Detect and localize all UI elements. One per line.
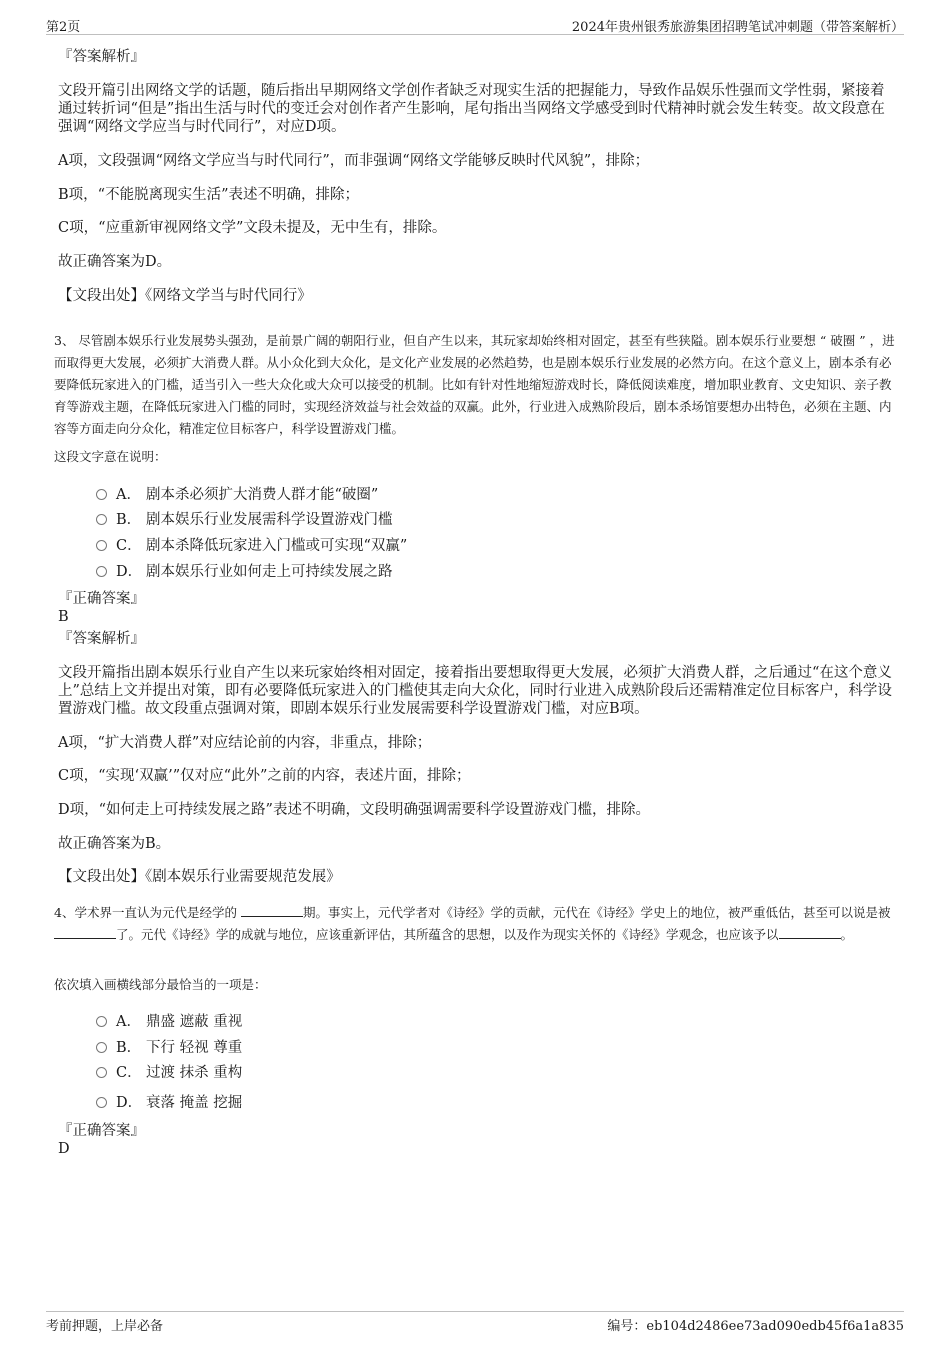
q3-analysis-label: 『答案解析』: [58, 631, 145, 647]
q2-note-a: A项，文段强调“网络文学应当与时代同行”，而非强调“网络文学能够反映时代风貌”，排除；: [58, 153, 650, 169]
q4-option-b[interactable]: B． 下行 轻视 尊重: [96, 1038, 242, 1058]
q4-option-d[interactable]: D． 衰落 掩盖 挖掘: [96, 1093, 242, 1113]
page-number: 第2页: [46, 20, 81, 35]
document-code: 编号：eb104d2486ee73ad090edb45f6a1a835: [607, 1319, 904, 1334]
q3-note-d: D项，“如何走上可持续发展之路”表述不明确，文段明确强调需要科学设置游戏门槛，排除。: [58, 802, 650, 818]
page-footer: [46, 1311, 904, 1334]
q4-stem: 4、学术界一直认为元代是经学的 期。事实上，元代学者对《诗经》学的贡献，元代在《诗经》学史上的地位，被严重低估，甚至可以说是被 了。元代《诗经》学的成就与地位，应该重新评估，其所蕴含的思想，以及作为现实关怀的《诗经》学观念，也应该予以 。: [54, 905, 891, 942]
radio-icon[interactable]: [96, 1016, 107, 1027]
q4-question: 依次填入画横线部分最恰当的一项是：: [54, 977, 267, 992]
q2-note-b: B项，“不能脱离现实生活”表述不明确，排除；: [58, 187, 359, 203]
footer-slogan: 考前押题，上岸必备: [46, 1319, 164, 1334]
q2-conclusion: 故正确答案为D。: [58, 254, 172, 270]
fill-blank-3: [779, 926, 841, 939]
q3-question: 这段文字意在说明：: [54, 449, 167, 464]
q2-analysis: 文段开篇引出网络文学的话题，随后指出早期网络文学创作者缺乏对现实生活的把握能力，导致作品娱乐性强而文学性弱，紧接着通过转折词“但是”指出生活与时代的变迁会对创作者产生影响，尾句指出当网络文学感受到时代精神时就会发生转变。故文段意在强调“网络文学应当与时代同行”，对应D项。: [58, 83, 885, 135]
q4-option-a[interactable]: A． 鼎盛 遮蔽 重视: [96, 1012, 242, 1032]
q3-option-b[interactable]: B． 剧本娱乐行业发展需科学设置游戏门槛: [96, 510, 393, 530]
document-title: 2024年贵州银秀旅游集团招聘笔试冲刺题（带答案解析）: [571, 20, 904, 35]
q3-conclusion: 故正确答案为B。: [58, 836, 171, 852]
radio-icon[interactable]: [96, 540, 107, 551]
q4-answer-label: 『正确答案』: [58, 1123, 145, 1139]
fill-blank-2: [54, 926, 116, 939]
q2-note-c: C项，“应重新审视网络文学”文段未提及，无中生有，排除。: [58, 220, 447, 236]
radio-icon[interactable]: [96, 1097, 107, 1108]
fill-blank-1: [241, 904, 303, 917]
page-header: [46, 14, 904, 35]
q2-analysis-label: 『答案解析』: [58, 49, 145, 65]
q3-analysis: 文段开篇指出剧本娱乐行业自产生以来玩家始终相对固定，接着指出要想取得更大发展，必须扩大消费人群，之后通过“在这个意义上”总结上文并提出对策，即有必要降低玩家进入的门槛使其走向大众化，同时行业进入成熟阶段后还需精准定位目标客户，科学设置游戏门槛。故文段重点强调对策，即剧本娱乐行业发展需要科学设置游戏门槛，对应B项。: [58, 665, 892, 717]
radio-icon[interactable]: [96, 489, 107, 500]
radio-icon[interactable]: [96, 566, 107, 577]
radio-icon[interactable]: [96, 1067, 107, 1078]
q3-note-a: A项，“扩大消费人群”对应结论前的内容，非重点，排除；: [58, 735, 432, 751]
q3-option-c[interactable]: C． 剧本杀降低玩家进入门槛或可实现“双赢”: [96, 536, 407, 556]
q3-note-c: C项，“实现‘双赢’”仅对应“此外”之前的内容，表述片面，排除；: [58, 768, 471, 784]
q3-answer: B: [58, 609, 69, 625]
q4-option-c[interactable]: C． 过渡 抹杀 重构: [96, 1063, 242, 1083]
q2-source: 【文段出处】《网络文学当与时代同行》: [58, 288, 312, 304]
q3-answer-label: 『正确答案』: [58, 591, 145, 607]
q3-source: 【文段出处】《剧本娱乐行业需要规范发展》: [58, 869, 341, 885]
q3-option-a[interactable]: A． 剧本杀必须扩大消费人群才能“破圈”: [96, 485, 378, 505]
radio-icon[interactable]: [96, 514, 107, 525]
q3-option-d[interactable]: D． 剧本娱乐行业如何走上可持续发展之路: [96, 562, 393, 582]
radio-icon[interactable]: [96, 1042, 107, 1053]
q3-stem: 3、 尽管剧本娱乐行业发展势头强劲，是前景广阔的朝阳行业，但自产生以来，其玩家却始终相对固定，甚至有些狭隘。剧本娱乐行业要想 “ 破圈 ” ，进而取得更大发展，必须扩大消费人群。从小众化到大众化，是文化产业发展的必然趋势，也是剧本娱乐行业发展的必然方向。在这个意义上，剧本杀有必要降低玩家进入的门槛，适当引入一些大众化或大众可以接受的机制。比如有针对性地缩短游戏时长，降低阅读难度，增加职业教育、文史知识、亲子教育等游戏主题，在降低玩家进入门槛的同时，实现经济效益与社会效益的双赢。此外，行业进入成熟阶段后，剧本杀场馆要想办出特色，必须在主题、内容等方面走向分众化，精准定位目标客户，科学设置游戏门槛。: [54, 333, 895, 436]
q4-answer: D: [58, 1141, 70, 1157]
